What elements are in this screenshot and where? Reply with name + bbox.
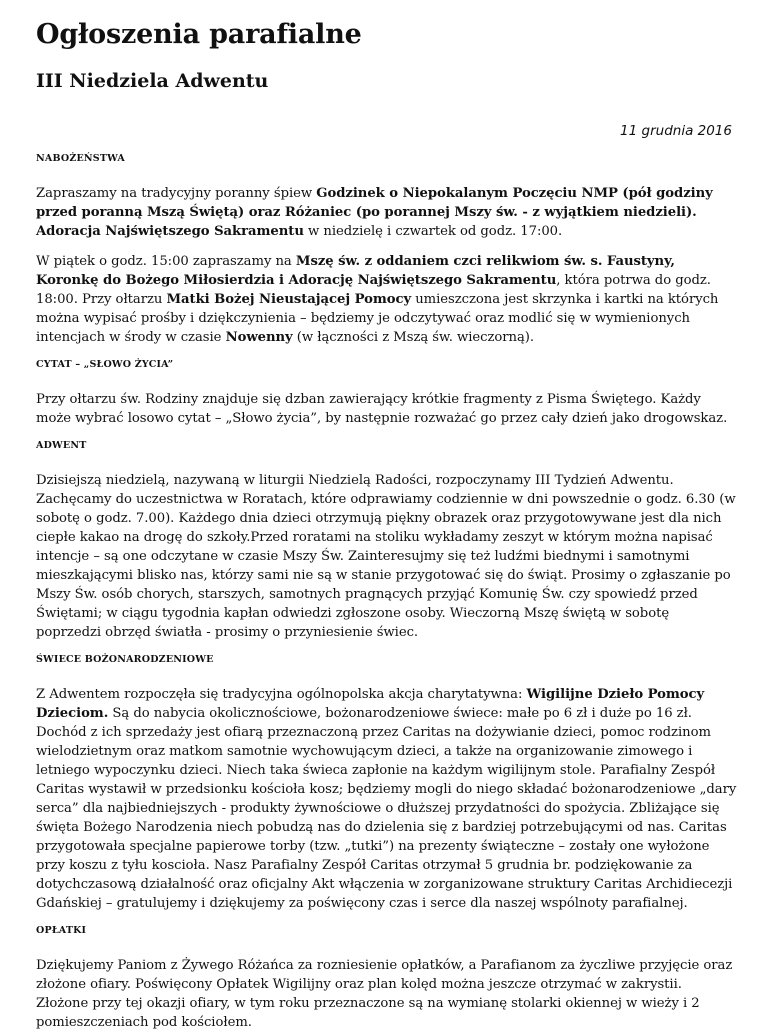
announcements-content (36, 150, 738, 1032)
page-title: Ogłoszenia parafialne (36, 19, 362, 50)
page-subtitle: III Niedziela Adwentu (36, 70, 269, 92)
oplatki-paragraph: Dziękujemy Paniom z Żywego Różańca za rozniesienie opłatków, a Parafianom za życzliwe przyjęcie oraz złożone ofiary. Poświęcony Opłatek Wigilijny oraz plan kolęd można jeszcze otrzymać w zakrystii. Złożone przy tej okazji ofiary, w tym roku przeznaczone są na wymianę stolarki okiennej w wieży i 2 pomieszczeniach pod kościołem. (36, 958, 733, 1030)
text-run-bold: Mszę św. z oddaniem czci relikwiom św. s. Faustyny, Koronkę do Bożego Miłosierdzia i Adorację Najświętszego Sakramentu (36, 254, 675, 288)
text-run: umieszczona jest skrzynka i kartki na których można wypisać prośby i dziękczynienia – będziemy je odczytywać oraz modlić się w wymienionych intencjach w środy w czasie (36, 292, 719, 345)
section-title-oplatki: OPŁATKI (36, 925, 87, 936)
section-title-nabozenstwa: NABOŻEŃSTWA (36, 153, 125, 164)
text-run-bold: Nowenny (225, 330, 293, 345)
text-run: Są do nabycia okolicznościowe, bożonarodzeniowe świece: małe po 6 zł i duże po 16 zł. Dochód z ich sprzedaży jest ofiarą przeznaczoną przez Caritas na dożywianie dzieci, pomoc rodzinom wielodzietnym oraz matkom samotnie wychowującym dzieci, a także na organizowanie zimowego i letniego wypoczynku dzieci. Niech taka świeca zapłonie na każdym wigilijnym stole. Parafialny Zespół Caritas wystawił w przedsionku kościoła kosz; będziemy mogli do niego składać bożonarodzeniowe „dary serca” dla najbiedniejszych - produkty żywnościowe o dłuższej przydatności do spożycia. Zbliżające się święta Bożego Narodzenia niech pobudzą nas do dzielenia się z bardziej potrzebującymi od nas. Caritas przygotowała specjalne papierowe torby (tzw. „tutki”) na prezenty świąteczne – zostały one wyłożone przy koszu z tyłu koscioła. Nasz Parafialny Zespół Caritas otrzymał 5 grudnia br. podziękowanie za dotychczasową działalność oraz oficjalny Akt włączenia w zorganizowane struktury Caritas Archidiecezji Gdańskiej – gratulujemy i dziękujemy za poświęcony czas i serce dla naszej wspólnoty parafialnej. (36, 706, 737, 911)
section-title-swiece: ŚWIECE BOŻONARODZENIOWE (36, 654, 214, 665)
swiece-paragraph (36, 685, 738, 913)
text-run-bold: Matki Bożej Nieustającej Pomocy (166, 292, 412, 307)
adwent-paragraph: Dzisiejszą niedzielą, nazywaną w liturgii Niedzielą Radości, rozpoczynamy III Tydzień Adwentu. Zachęcamy do uczestnictwa w Roratach, które odprawiamy codziennie w dni powszednie o godz. 6.30 (w sobotę o godz. 7.00). Każdego dnia dzieci otrzymują piękny obrazek oraz przygotowywane jest dla nich ciepłe kakao na drogę do szkoły.Przed roratami na stoliku wykładamy zeszyt w którym można napisać intencje – są one odczytane w czasie Mszy Św. Zainteresujmy się też ludźmi biednymi i samotnymi mieszkającymi blisko nas, którzy sami nie są w stanie przygotować się do świąt. Prosimy o zgłaszanie po Mszy Św. osób chorych, starszych, samotnych pragnących przyjąć Komunię Św. czy spowiedź przed Świętami; w ciągu tygodnia kapłan odwiedzi zgłoszone osoby. Wieczorną Mszę świętą w sobotę poprzedzi obrzęd światła - prosimy o przyniesienie świec. (36, 473, 736, 640)
announcement-date: 11 grudnia 2016 (620, 123, 732, 139)
text-run-bold: Wigilijne Dzieło Pomocy Dzieciom. (36, 687, 705, 721)
text-run-bold: Godzinek o Niepokalanym Poczęciu NMP (pół godziny przed poranną Mszą Świętą) oraz Różaniec (po porannej Mszy św. - z wyjątkiem niedzieli). Adoracja Najświętszego Sakramentu (36, 186, 713, 239)
text-run: W piątek o godz. 15:00 zapraszamy na (36, 254, 296, 269)
nabozenstwa-paragraph-1 (36, 184, 738, 241)
text-run: Z Adwentem rozpoczęła się tradycyjna ogólnopolska akcja charytatywna: (36, 687, 527, 702)
text-run: Zapraszamy na tradycyjny poranny śpiew (36, 186, 317, 201)
section-title-cytat: CYTAT – „SŁOWO ŻYCIA” (36, 359, 174, 370)
text-run: w niedzielę i czwartek od godz. 17:00. (303, 224, 563, 239)
text-run: , która potrwa do godz. 18:00. Przy ołtarzu (36, 273, 711, 307)
section-title-adwent: ADWENT (36, 440, 87, 451)
nabozenstwa-paragraph-2 (36, 252, 738, 347)
cytat-paragraph: Przy ołtarzu św. Rodziny znajduje się dzban zawierający krótkie fragmenty z Pisma Świętego. Każdy może wybrać losowo cytat – „Słowo życia”, by następnie rozważać go przez cały dzień jako drogowskaz. (36, 392, 728, 426)
text-run: (w łączności z Mszą św. wieczorną). (292, 330, 535, 345)
